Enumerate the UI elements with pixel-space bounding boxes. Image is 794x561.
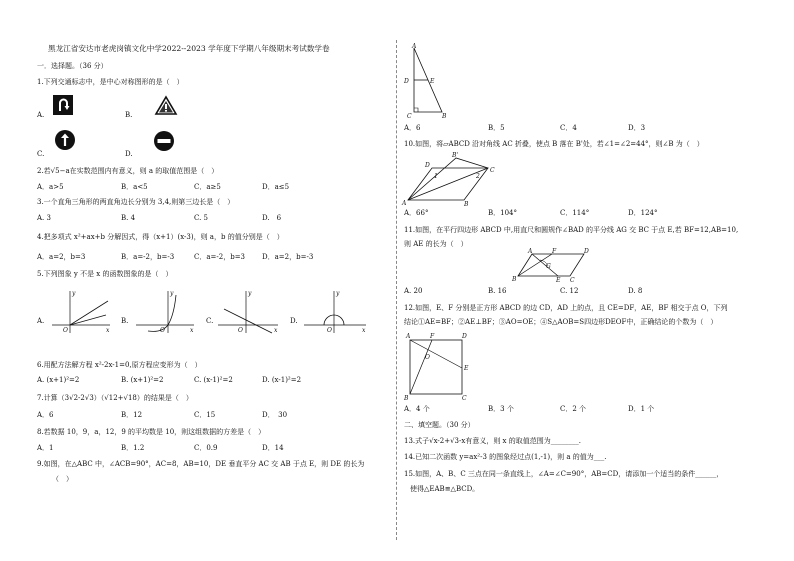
q5-stem: 5.下列图象 y 不是 x 的函数图象的是（ ） xyxy=(37,270,173,278)
q4-option-c: C．a=-2，b=3 xyxy=(194,253,246,261)
q4-option-b: B．a=-2，b=-3 xyxy=(121,253,175,261)
q2-option-b: B．a<5 xyxy=(121,183,148,191)
q8-option-b: B．1.2 xyxy=(121,444,145,452)
q5-option-b: B. xyxy=(121,317,129,325)
q5d-x-label: x xyxy=(362,327,366,334)
q10-option-c: C．114° xyxy=(560,209,590,217)
q5a-y-label: y xyxy=(72,290,76,297)
q3-stem: 3.一个直角三角形的两直角边长分别为 3,4,则第三边长是（ ） xyxy=(37,198,235,206)
q11-stem-line1: 11.如图，在平行四边形 ABCD 中,用直尺和圆规作∠BAD 的平分线 AG 交 BC 于点 E,若 BF=12,AB=10, xyxy=(404,226,739,234)
q9-stem: 9.如图，在△ABC 中，∠ACB=90°，AC=8，AB=10，DE 垂直平分 AC 交 AB 于点 E，则 DE 的长为 xyxy=(37,460,365,468)
q12-stem-line1: 12.如图，E、F 分别是正方形 ABCD 的边 CD，AD 上的点，且 CE=DF，AE，BF 相交于点 O，下列 xyxy=(404,304,728,312)
q10-stem: 10.如图，将▱ABCD 沿对角线 AC 折叠，使点 B 落在 B'处，若∠1=∠2=44°，则∠B 为（ ） xyxy=(404,140,704,148)
q12-label-e: E xyxy=(464,365,469,372)
q12-stem-line2: 结论①AE=BF；②AE⊥BF；③AO=OE；④S△AOB=S四边形DEOF中，正确结论的个数为（ ） xyxy=(404,318,718,326)
q5-option-a: A. xyxy=(37,317,45,325)
q12-label-f: F xyxy=(430,333,435,340)
q13-stem: 13.式子√x-2+√3-x有意义，则 x 的取值范围为________. xyxy=(404,437,581,445)
q3-option-a: A. 3 xyxy=(37,214,51,222)
q12-label-b: B xyxy=(404,395,409,402)
q10-option-b: B．104° xyxy=(488,209,518,217)
q3-option-c: C. 5 xyxy=(194,214,209,222)
q9-figure-triangle xyxy=(403,44,453,120)
u-turn-sign-icon xyxy=(53,95,73,115)
q8-option-d: D．14 xyxy=(262,444,284,452)
section1-heading: 一．选择题。（36 分） xyxy=(37,62,108,70)
q7-stem: 7.计算（3√2-2√3）（√12+√18）的结果是（ ） xyxy=(37,394,193,402)
q5-graph-a xyxy=(50,287,112,337)
q2-option-d: D．a≤5 xyxy=(262,183,290,191)
q2-option-a: A．a>5 xyxy=(37,183,64,191)
q9-label-c: C xyxy=(407,113,412,120)
q11-option-d: D. 8 xyxy=(628,287,643,295)
q1-option-d: D. xyxy=(125,150,133,158)
q5c-y-label: y xyxy=(248,290,252,297)
q2-option-c: C．a≥5 xyxy=(194,183,221,191)
q15-stem-line1: 15.如图，A、B、C 三点在同一条直线上，∠A=∠C=90°，AB=CD，请添加一个适当的条件______， xyxy=(404,470,724,478)
q9-label-b: B xyxy=(442,113,447,120)
q9-label-d: D xyxy=(404,78,409,85)
q5a-origin-label: O xyxy=(63,327,68,334)
q11-label-g: G xyxy=(546,263,551,270)
q5b-x-label: x xyxy=(190,327,194,334)
q9-label-e: E xyxy=(430,78,435,85)
q8-stem: 8.若数据 10，9，a，12，9 的平均数是 10，则这组数据的方差是（ ） xyxy=(37,428,266,436)
q11-figure-parallelogram xyxy=(512,246,588,282)
q1-option-a: A. xyxy=(37,111,45,119)
q5d-origin-label: O xyxy=(327,327,332,334)
q5-graph-d xyxy=(300,287,366,337)
q1-option-c: C. xyxy=(37,150,45,158)
q10-figure-parallelogram xyxy=(404,150,500,206)
q3-option-d: D. 6 xyxy=(262,214,282,222)
q12-label-a: A xyxy=(406,333,411,340)
q11-label-b: B xyxy=(512,276,517,283)
q11-option-a: A. 20 xyxy=(404,287,423,295)
q1-option-b: B. xyxy=(125,111,133,119)
section2-heading: 二、填空题。（30 分） xyxy=(404,421,475,429)
q11-label-a: A xyxy=(528,248,533,255)
q7-option-a: A．6 xyxy=(37,411,54,419)
q6-option-c: C. (x-1)²=2 xyxy=(194,376,233,384)
q10-option-a: A．66° xyxy=(404,209,429,217)
q11-label-f: F xyxy=(552,248,557,255)
q7-option-c: C．15 xyxy=(194,411,216,419)
q11-label-d: D xyxy=(584,248,589,255)
q8-option-c: C．0.9 xyxy=(194,444,218,452)
q12-option-b: B．3 个 xyxy=(488,405,514,413)
q2-stem: 2.若√5−a在实数范围内有意义，则 a 的取值范围是（ ） xyxy=(37,167,219,175)
q10-option-d: D．124° xyxy=(628,209,658,217)
straight-arrow-sign-icon xyxy=(55,130,75,150)
q10-label-b: B xyxy=(464,201,469,208)
q12-label-c: C xyxy=(462,395,467,402)
q10-label-a: A xyxy=(402,200,407,207)
q10-label-c: C xyxy=(490,167,495,174)
q4-option-d: D．a=2，b=-3 xyxy=(262,253,314,261)
q11-stem-line2: 则 AE 的长为（ ） xyxy=(404,240,468,248)
q9-label-a: A xyxy=(412,43,417,50)
q9-option-c: C．4 xyxy=(560,124,577,132)
q5-option-c: C. xyxy=(206,317,214,325)
q4-stem: 4.把多项式 x²+ax+b 分解因式，得（x+1）(x-3)，则 a，b 的值分别是（ ） xyxy=(37,233,284,241)
q6-option-b: B. (x+1)²=2 xyxy=(121,376,164,384)
q11-label-c: C xyxy=(570,277,575,284)
column-divider xyxy=(396,40,398,540)
warning-triangle-sign-icon xyxy=(155,96,177,115)
q5d-y-label: y xyxy=(336,290,340,297)
q6-option-d: D. (x-1)²=2 xyxy=(262,376,302,384)
q12-figure-square xyxy=(404,330,470,402)
q5-graph-b xyxy=(132,287,194,337)
q1-stem: 1.下列交通标志中，是中心对称图形的是（ ） xyxy=(37,78,184,86)
q5b-y-label: y xyxy=(170,290,174,297)
q8-option-a: A．1 xyxy=(37,444,54,452)
q12-option-d: D．1 个 xyxy=(628,405,655,413)
q5a-x-label: x xyxy=(106,327,110,334)
q11-label-e: E xyxy=(556,277,561,284)
q10-label-d: D xyxy=(425,162,430,169)
q5c-origin-label: O xyxy=(238,327,243,334)
q10-label-b-prime: B' xyxy=(452,152,459,159)
no-entry-sign-icon xyxy=(154,131,174,151)
q11-option-c: C. 12 xyxy=(560,287,579,295)
q9-option-d: D．3 xyxy=(628,124,646,132)
q3-option-b: B. 4 xyxy=(121,214,136,222)
q12-label-o: O xyxy=(425,354,430,361)
q12-option-a: A．4 个 xyxy=(404,405,430,413)
q9-option-b: B．5 xyxy=(488,124,505,132)
q5-graph-c xyxy=(216,287,278,337)
q6-stem: 6.用配方法解方程 x²-2x-1=0,原方程应变形为（ ） xyxy=(37,361,202,369)
q14-stem: 14.已知二次函数 y=ax²-3 的图象经过点(1,-1)，则 a 的值为___. xyxy=(404,453,607,461)
q4-option-a: A．a=2，b=3 xyxy=(37,253,86,261)
q5c-x-label: x xyxy=(274,327,278,334)
q7-option-b: B．12 xyxy=(121,411,143,419)
q10-label-angle1: 1 xyxy=(434,173,438,180)
q7-option-d: D． 30 xyxy=(262,411,288,419)
q9-answer-paren: （ ） xyxy=(52,475,73,483)
q11-option-b: B. 16 xyxy=(488,287,507,295)
q9-option-a: A．6 xyxy=(404,124,421,132)
q10-label-angle2: 2 xyxy=(476,173,480,180)
q12-label-d: D xyxy=(462,333,467,340)
q12-option-c: C．2 个 xyxy=(560,405,587,413)
exam-title: 黑龙江省安达市老虎岗镇文化中学2022--2023 学年度下学期八年级期末考试数学卷 xyxy=(48,44,330,53)
q15-stem-line2: 使得△EAB≌△BCD。 xyxy=(410,485,480,493)
q6-option-a: A. (x+1)²=2 xyxy=(37,376,80,384)
q5b-origin-label: O xyxy=(160,327,165,334)
q5-option-d: D. xyxy=(290,317,298,325)
